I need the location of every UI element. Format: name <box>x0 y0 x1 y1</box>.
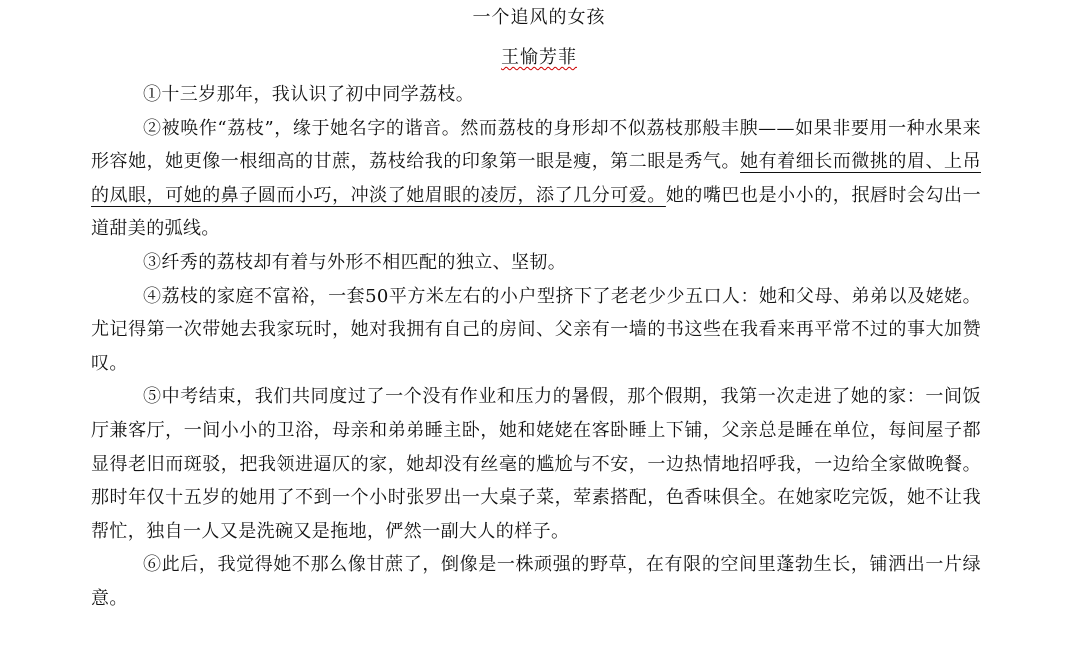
paragraph-3: ③纤秀的荔枝却有着与外形不相匹配的独立、坚韧。 <box>143 251 567 273</box>
paragraph-4: ④荔枝的家庭不富裕，一套50平方米左右的小户型挤下了老老少少五口人：她和父母、弟弟以及姥姥。尤记得第一次带她去我家玩时，她对我拥有自己的房间、父亲有一墙的书这些在我看来再平常不过的事大加赞叹。 <box>91 285 981 374</box>
paragraph-5: ⑤中考结束，我们共同度过了一个没有作业和压力的暑假，那个假期，我第一次走进了她的家：一间饭厅兼客厅，一间小小的卫浴，母亲和弟弟睡主卧，她和姥姥在客卧睡上下铺，父亲总是睡在单位，每间屋子都显得老旧而斑驳，把我领进逼仄的家，她却没有丝毫的尴尬与不安，一边热情地招呼我，一边给全家做晚餐。那时年仅十五岁的她用了不到一个小时张罗出一大桌子菜，荤素搭配，色香味俱全。在她家吃完饭，她不让我帮忙，独自一人又是洗碗又是拖地，俨然一副大人的样子。 <box>91 386 981 542</box>
paragraph-2 <box>91 112 981 246</box>
author-name: 王愉芳菲 <box>501 47 577 68</box>
article-body <box>91 78 981 616</box>
paragraph-2-ending: 她的嘴巴也是小小的，抿唇时会勾出一道甜美的弧线。 <box>91 184 981 240</box>
article-title: 一个追风的女孩 <box>472 7 606 28</box>
paragraph-1: ①十三岁那年，我认识了初中同学荔枝。 <box>143 84 475 105</box>
paragraph-2-intro: ②被唤作“荔枝”，缘于她名字的谐音。然而荔枝的身形却不似荔枝那般丰腴——如果非要用一种水果来形容她，她更像一根细高的甘蔗，荔枝给我的印象第一眼是瘦，第二眼是秀气。 <box>91 117 981 173</box>
author-line <box>0 46 1078 70</box>
paragraph-2-underlined-sentence: 她有着细长而微挑的眉、上吊的凤眼，可她的鼻子圆而小巧，冲淡了她眉眼的凌厉，添了几分可爱。 <box>91 151 981 206</box>
paragraph-6: ⑥此后，我觉得她不那么像甘蔗了，倒像是一株顽强的野草，在有限的空间里蓬勃生长，铺洒出一片绿意。 <box>91 554 981 609</box>
